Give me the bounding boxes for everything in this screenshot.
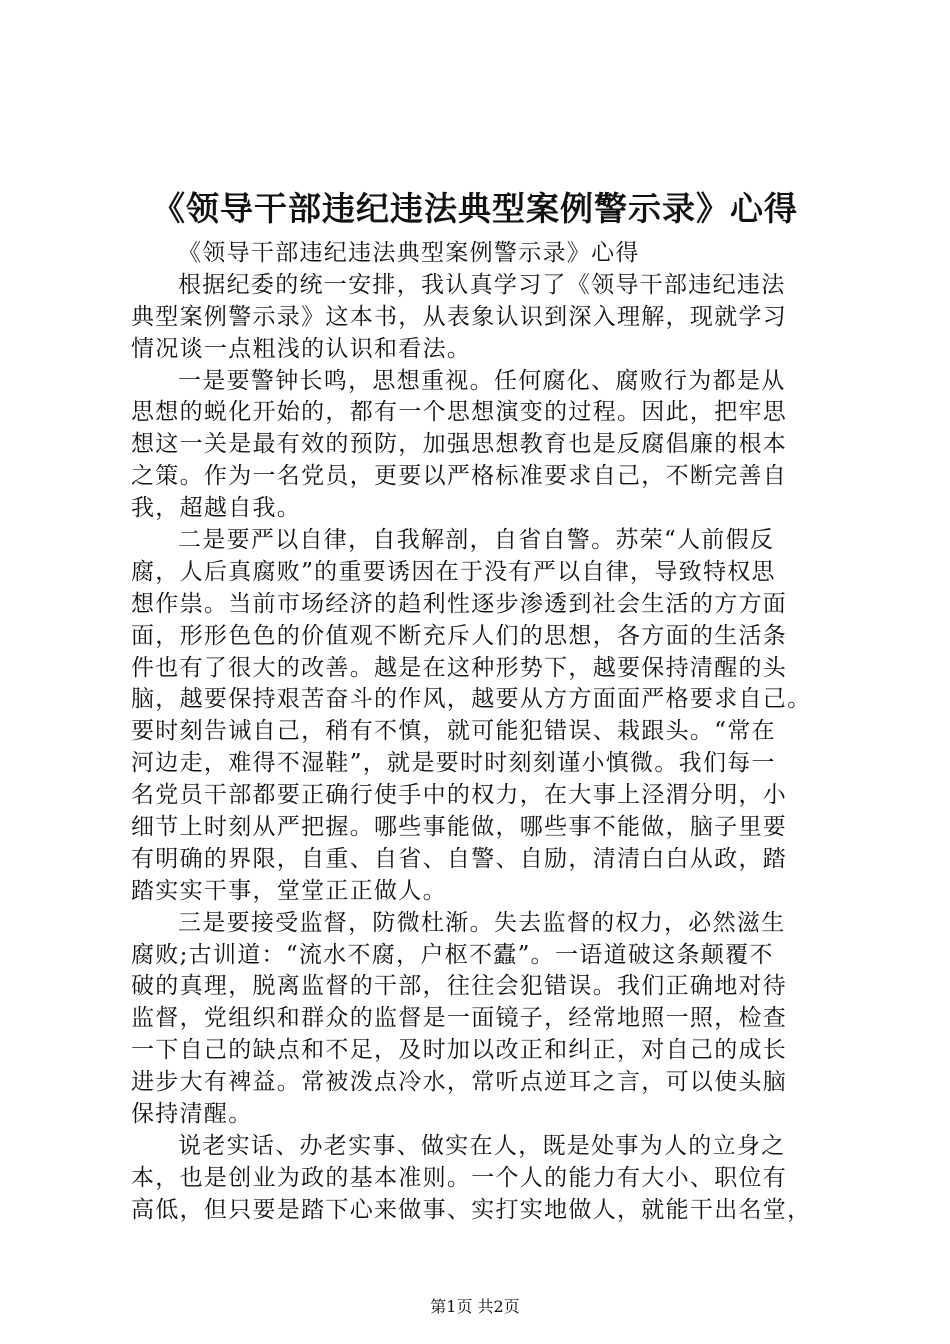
document-body xyxy=(131,238,843,1227)
text-line: 要时刻告诫自己，稍有不慎，就可能犯错误、栽跟头。“常在 xyxy=(131,718,776,745)
text-line: 之策。作为一名党员，更要以严格标准要求自己，不断完善自 xyxy=(131,463,788,490)
text-line: 监督，党组织和群众的监督是一面镜子，经常地照一照，检查 xyxy=(131,1005,788,1032)
text-line: 三是要接受监督，防微杜渐。失去监督的权力，必然滋生 xyxy=(178,909,786,936)
page-footer: 第1页 共2页 xyxy=(430,1297,520,1316)
text-line: 高低，但只要是踏下心来做事、实打实地做人，就能干出名堂， xyxy=(131,1196,812,1223)
text-line: 面，形形色色的价值观不断充斥人们的思想，各方面的生活条 xyxy=(131,622,788,649)
text-line: 进步大有裨益。常被泼点冷水，常听点逆耳之言，可以使头脑 xyxy=(131,1069,788,1096)
text-line: 保持清醒。 xyxy=(131,1101,253,1128)
text-line: 件也有了很大的改善。越是在这种形势下，越要保持清醒的头 xyxy=(131,654,788,681)
text-line: 腐败;古训道：“流水不腐，户枢不蠹”。一语道破这条颠覆不 xyxy=(131,941,774,968)
text-line: 破的真理，脱离监督的干部，往往会犯错误。我们正确地对待 xyxy=(131,973,788,1000)
text-line: 一下自己的缺点和不足，及时加以改正和纠正，对自己的成长 xyxy=(131,1037,788,1064)
text-line: 一是要警钟长鸣，思想重视。任何腐化、腐败行为都是从 xyxy=(178,367,786,394)
text-line: 想作祟。当前市场经济的趋利性逐步渗透到社会生活的方方面 xyxy=(131,590,788,617)
document-title: 《领导干部违纪违法典型案例警示录》心得 xyxy=(152,189,798,228)
text-line: 脑，越要保持艰苦奋斗的作风，越要从方方面面严格要求自己。 xyxy=(131,686,812,713)
text-line: 名党员干部都要正确行使手中的权力，在大事上泾渭分明，小 xyxy=(131,782,788,809)
text-line: 细节上时刻从严把握。哪些事能做，哪些事不能做，脑子里要 xyxy=(131,814,788,841)
text-line: 根据纪委的统一安排，我认真学习了《领导干部违纪违法 xyxy=(178,271,786,298)
text-line: 河边走，难得不湿鞋”，就是要时时刻刻谨小慎微。我们每一 xyxy=(131,750,776,777)
text-line: 有明确的界限，自重、自省、自警、自励，清清白白从政，踏 xyxy=(131,845,788,872)
text-line: 《领导干部违纪违法典型案例警示录》心得 xyxy=(178,240,640,266)
text-line: 想这一关是最有效的预防，加强思想教育也是反腐倡廉的根本 xyxy=(131,431,788,458)
text-line: 说老实话、办老实事、做实在人，既是处事为人的立身之 xyxy=(178,1132,786,1159)
text-line: 我，超越自我。 xyxy=(131,495,302,522)
text-line: 腐，人后真腐败”的重要诱因在于没有严以自律，导致特权思 xyxy=(131,558,776,585)
text-line: 情况谈一点粗浅的认识和看法。 xyxy=(131,335,472,362)
text-line: 典型案例警示录》这本书，从表象认识到深入理解，现就学习 xyxy=(131,303,788,330)
text-line: 思想的蜕化开始的，都有一个思想演变的过程。因此，把牢思 xyxy=(131,399,788,426)
text-line: 踏实实干事，堂堂正正做人。 xyxy=(131,877,447,904)
text-line: 二是要严以自律，自我解剖，自省自警。苏荣“人前假反 xyxy=(178,527,775,554)
text-line: 本，也是创业为政的基本准则。一个人的能力有大小、职位有 xyxy=(131,1164,788,1191)
